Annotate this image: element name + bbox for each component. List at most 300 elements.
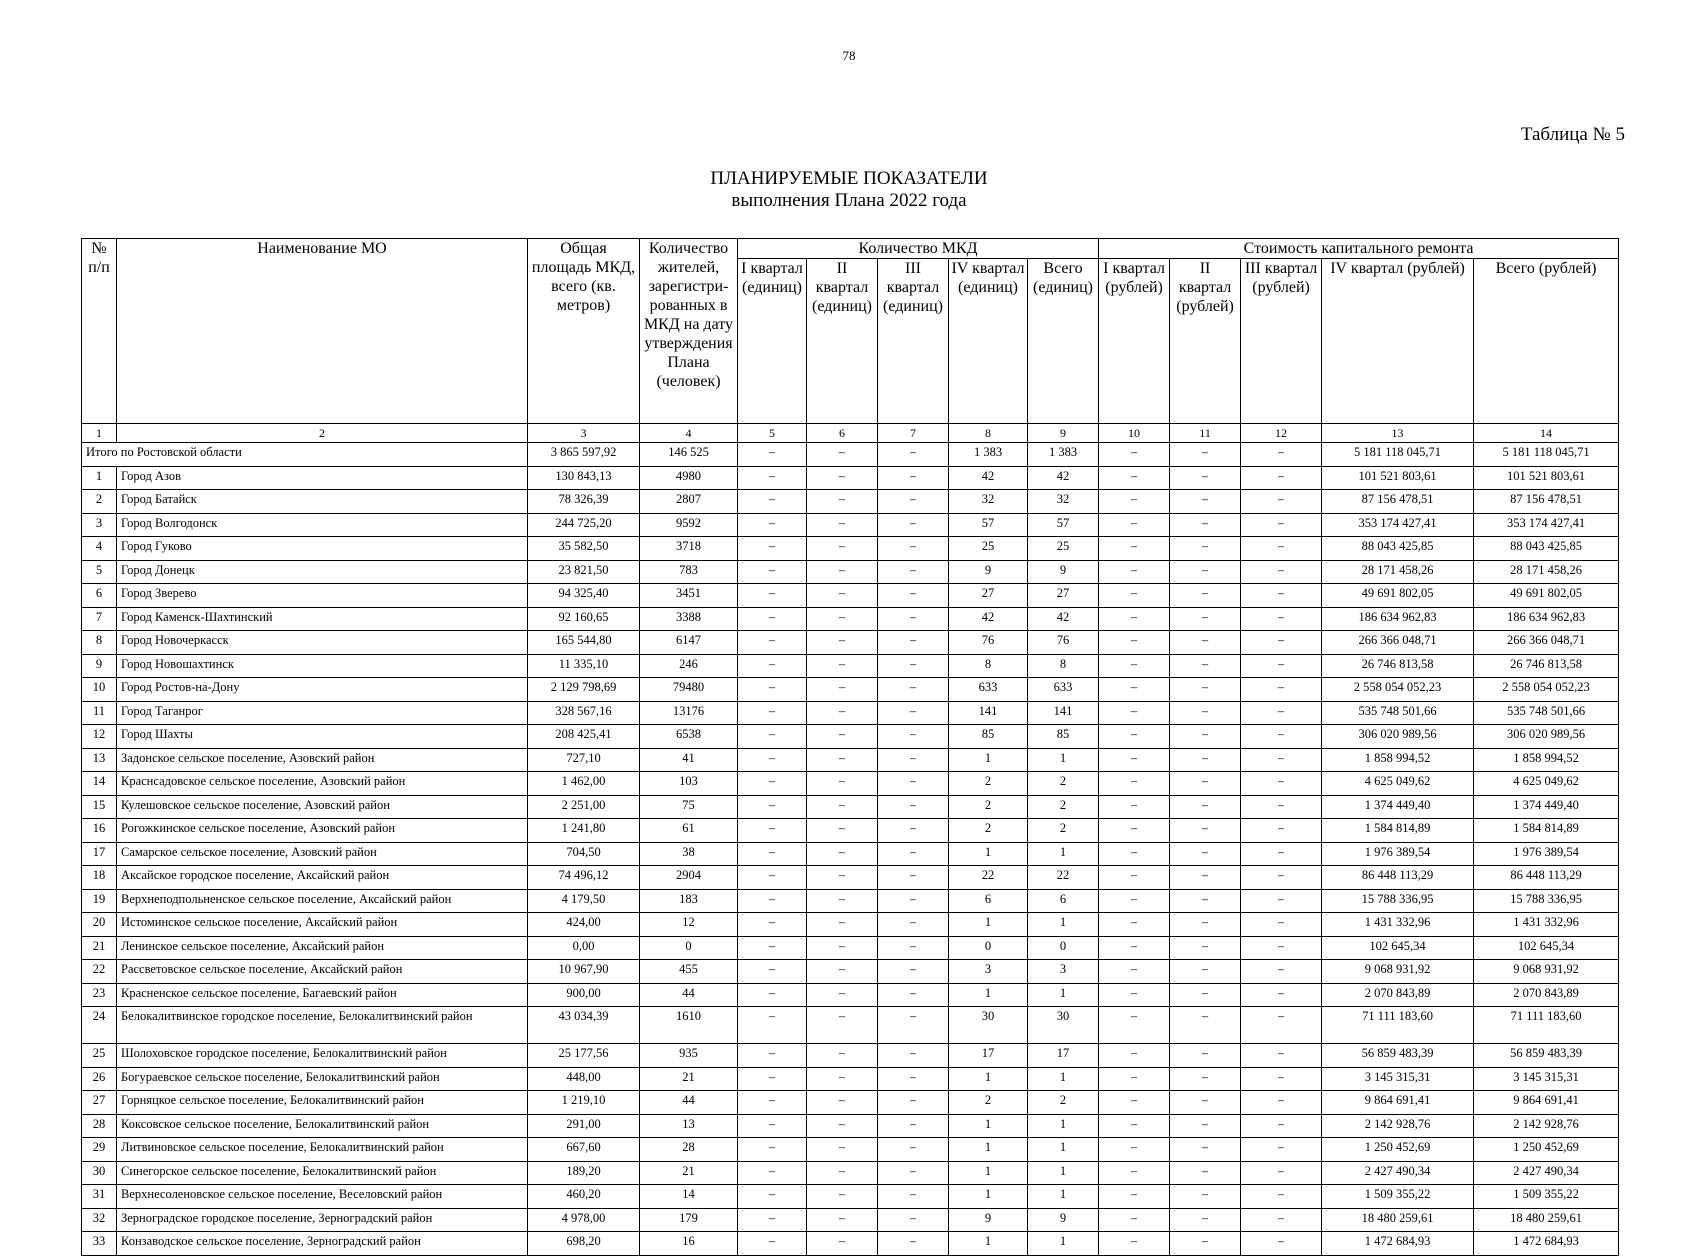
residents-count: 41	[640, 748, 738, 772]
cost-q2: –	[1170, 983, 1241, 1007]
residents-count: 103	[640, 772, 738, 796]
mkd-q3: –	[878, 1138, 949, 1162]
cost-q2: –	[1170, 748, 1241, 772]
municipality-name: Город Каменск-Шахтинский	[117, 607, 528, 631]
mkd-q1: –	[738, 584, 807, 608]
cost-q1: –	[1099, 701, 1170, 725]
mkd-q3: –	[878, 983, 949, 1007]
cost-q2: –	[1170, 960, 1241, 984]
mkd-q4: 85	[949, 725, 1028, 749]
mkd-q2: –	[807, 537, 878, 561]
row-number: 2	[82, 490, 117, 514]
mkd-q1: –	[738, 866, 807, 890]
mkd-q1: –	[738, 1232, 807, 1256]
header-mkd-q4: IV квартал (единиц)	[949, 259, 1028, 424]
cost-total: 306 020 989,56	[1474, 725, 1619, 749]
mkd-q2: –	[807, 513, 878, 537]
table-row	[82, 1161, 1619, 1185]
cost-q4: 266 366 048,71	[1322, 631, 1474, 655]
mkd-q4: 141	[949, 701, 1028, 725]
header-num: № п/п	[82, 239, 117, 424]
mkd-q2: –	[807, 607, 878, 631]
cost-q4: 88 043 425,85	[1322, 537, 1474, 561]
table-row	[82, 960, 1619, 984]
cost-q2: –	[1170, 513, 1241, 537]
total-area: 424,00	[528, 913, 640, 937]
mkd-q1: –	[738, 466, 807, 490]
municipality-name: Город Донецк	[117, 560, 528, 584]
column-number-row	[82, 424, 1619, 443]
mkd-q4: 32	[949, 490, 1028, 514]
row-number: 13	[82, 748, 117, 772]
row-number: 16	[82, 819, 117, 843]
total-area: 25 177,56	[528, 1044, 640, 1068]
mkd-total: 6	[1028, 889, 1099, 913]
cost-q4: 306 020 989,56	[1322, 725, 1474, 749]
municipality-name: Город Гуково	[117, 537, 528, 561]
cost-total: 49 691 802,05	[1474, 584, 1619, 608]
residents-count: 3718	[640, 537, 738, 561]
total-mkd-q2: –	[807, 443, 878, 467]
row-number: 18	[82, 866, 117, 890]
column-number: 10	[1099, 424, 1170, 443]
column-number: 6	[807, 424, 878, 443]
mkd-q2: –	[807, 631, 878, 655]
cost-total: 1 976 389,54	[1474, 842, 1619, 866]
cost-q2: –	[1170, 631, 1241, 655]
cost-q3: –	[1241, 584, 1322, 608]
municipality-name: Белокалитвинское городское поселение, Белокалитвинский район	[117, 1007, 528, 1044]
mkd-total: 633	[1028, 678, 1099, 702]
mkd-q3: –	[878, 889, 949, 913]
mkd-q4: 9	[949, 1208, 1028, 1232]
row-number: 12	[82, 725, 117, 749]
mkd-q1: –	[738, 913, 807, 937]
mkd-total: 2	[1028, 819, 1099, 843]
mkd-q2: –	[807, 936, 878, 960]
total-area: 23 821,50	[528, 560, 640, 584]
cost-q1: –	[1099, 725, 1170, 749]
mkd-q4: 2	[949, 1091, 1028, 1115]
cost-total: 3 145 315,31	[1474, 1067, 1619, 1091]
total-area: 43 034,39	[528, 1007, 640, 1044]
indicators-table	[81, 238, 1619, 1256]
mkd-q3: –	[878, 631, 949, 655]
cost-total: 101 521 803,61	[1474, 466, 1619, 490]
row-number: 31	[82, 1185, 117, 1209]
total-cost-total: 5 181 118 045,71	[1474, 443, 1619, 467]
total-area: 328 567,16	[528, 701, 640, 725]
residents-count: 44	[640, 983, 738, 1007]
header-name: Наименование МО	[117, 239, 528, 424]
cost-q4: 4 625 049,62	[1322, 772, 1474, 796]
total-area: 130 843,13	[528, 466, 640, 490]
cost-q1: –	[1099, 678, 1170, 702]
mkd-q3: –	[878, 1232, 949, 1256]
mkd-q3: –	[878, 607, 949, 631]
mkd-q3: –	[878, 1185, 949, 1209]
cost-q2: –	[1170, 913, 1241, 937]
cost-q4: 102 645,34	[1322, 936, 1474, 960]
cost-q1: –	[1099, 1161, 1170, 1185]
mkd-total: 2	[1028, 795, 1099, 819]
mkd-q4: 1	[949, 1138, 1028, 1162]
cost-total: 9 068 931,92	[1474, 960, 1619, 984]
mkd-total: 1	[1028, 748, 1099, 772]
table-row	[82, 842, 1619, 866]
mkd-q4: 17	[949, 1044, 1028, 1068]
row-number: 4	[82, 537, 117, 561]
residents-count: 21	[640, 1067, 738, 1091]
row-number: 17	[82, 842, 117, 866]
mkd-q1: –	[738, 889, 807, 913]
mkd-q4: 42	[949, 466, 1028, 490]
mkd-q2: –	[807, 1067, 878, 1091]
table-row	[82, 490, 1619, 514]
row-number: 20	[82, 913, 117, 937]
residents-count: 13	[640, 1114, 738, 1138]
cost-total: 4 625 049,62	[1474, 772, 1619, 796]
total-area: 4 978,00	[528, 1208, 640, 1232]
cost-total: 86 448 113,29	[1474, 866, 1619, 890]
cost-q1: –	[1099, 772, 1170, 796]
cost-q2: –	[1170, 936, 1241, 960]
mkd-q4: 6	[949, 889, 1028, 913]
cost-q3: –	[1241, 725, 1322, 749]
header-cost-group: Стоимость капитального ремонта	[1099, 239, 1619, 259]
mkd-q4: 2	[949, 819, 1028, 843]
cost-q4: 1 509 355,22	[1322, 1185, 1474, 1209]
row-number: 24	[82, 1007, 117, 1044]
cost-q3: –	[1241, 466, 1322, 490]
residents-count: 21	[640, 1161, 738, 1185]
header-mkd-group: Количество МКД	[738, 239, 1099, 259]
residents-count: 38	[640, 842, 738, 866]
cost-total: 2 558 054 052,23	[1474, 678, 1619, 702]
header-row-1	[82, 239, 1619, 259]
row-number: 19	[82, 889, 117, 913]
header-cost-q2: II квартал (рублей)	[1170, 259, 1241, 424]
residents-count: 2807	[640, 490, 738, 514]
cost-q2: –	[1170, 772, 1241, 796]
row-number: 3	[82, 513, 117, 537]
mkd-total: 0	[1028, 936, 1099, 960]
mkd-q4: 1	[949, 1114, 1028, 1138]
cost-q2: –	[1170, 725, 1241, 749]
cost-total: 1 250 452,69	[1474, 1138, 1619, 1162]
cost-q1: –	[1099, 1007, 1170, 1044]
total-area: 244 725,20	[528, 513, 640, 537]
municipality-name: Город Азов	[117, 466, 528, 490]
cost-q2: –	[1170, 584, 1241, 608]
mkd-q2: –	[807, 960, 878, 984]
mkd-q2: –	[807, 584, 878, 608]
cost-total: 2 070 843,89	[1474, 983, 1619, 1007]
table-row	[82, 819, 1619, 843]
mkd-q3: –	[878, 819, 949, 843]
total-area: 94 325,40	[528, 584, 640, 608]
cost-q2: –	[1170, 1044, 1241, 1068]
total-area: 4 179,50	[528, 889, 640, 913]
mkd-total: 27	[1028, 584, 1099, 608]
mkd-q3: –	[878, 936, 949, 960]
header-cost-q3: III квартал (рублей)	[1241, 259, 1322, 424]
cost-total: 1 374 449,40	[1474, 795, 1619, 819]
table-row	[82, 1091, 1619, 1115]
cost-total: 2 142 928,76	[1474, 1114, 1619, 1138]
cost-q1: –	[1099, 490, 1170, 514]
mkd-total: 2	[1028, 772, 1099, 796]
cost-q1: –	[1099, 795, 1170, 819]
mkd-q2: –	[807, 654, 878, 678]
mkd-q4: 42	[949, 607, 1028, 631]
row-number: 6	[82, 584, 117, 608]
row-number: 1	[82, 466, 117, 490]
mkd-q2: –	[807, 678, 878, 702]
table-body	[82, 443, 1619, 1256]
cost-q3: –	[1241, 513, 1322, 537]
cost-q1: –	[1099, 1044, 1170, 1068]
row-number: 5	[82, 560, 117, 584]
cost-total: 71 111 183,60	[1474, 1007, 1619, 1044]
cost-q2: –	[1170, 1007, 1241, 1044]
mkd-q2: –	[807, 1232, 878, 1256]
mkd-q3: –	[878, 725, 949, 749]
mkd-q1: –	[738, 819, 807, 843]
mkd-q2: –	[807, 1138, 878, 1162]
row-number: 10	[82, 678, 117, 702]
mkd-total: 1	[1028, 1114, 1099, 1138]
table-row	[82, 936, 1619, 960]
total-area: 10 967,90	[528, 960, 640, 984]
mkd-q1: –	[738, 1208, 807, 1232]
table-row	[82, 1208, 1619, 1232]
column-number: 4	[640, 424, 738, 443]
cost-total: 1 472 684,93	[1474, 1232, 1619, 1256]
header-residents: Количество жителей, зарегистри-рованных в МКД на дату утверждения Плана (человек)	[640, 239, 738, 424]
total-area: 1 219,10	[528, 1091, 640, 1115]
mkd-q2: –	[807, 490, 878, 514]
mkd-q4: 1	[949, 1161, 1028, 1185]
municipality-name: Город Зверево	[117, 584, 528, 608]
cost-q3: –	[1241, 1208, 1322, 1232]
mkd-q2: –	[807, 466, 878, 490]
cost-q4: 1 584 814,89	[1322, 819, 1474, 843]
mkd-total: 42	[1028, 607, 1099, 631]
cost-q1: –	[1099, 560, 1170, 584]
table-row	[82, 1138, 1619, 1162]
residents-count: 12	[640, 913, 738, 937]
column-number: 11	[1170, 424, 1241, 443]
mkd-q2: –	[807, 795, 878, 819]
cost-q2: –	[1170, 537, 1241, 561]
cost-q4: 3 145 315,31	[1322, 1067, 1474, 1091]
mkd-q4: 3	[949, 960, 1028, 984]
residents-count: 4980	[640, 466, 738, 490]
municipality-name: Город Новочеркасск	[117, 631, 528, 655]
row-number: 23	[82, 983, 117, 1007]
mkd-q2: –	[807, 819, 878, 843]
row-number: 21	[82, 936, 117, 960]
header-mkd-q1: I квартал (единиц)	[738, 259, 807, 424]
table-row	[82, 1007, 1619, 1044]
residents-count: 3451	[640, 584, 738, 608]
mkd-q1: –	[738, 607, 807, 631]
mkd-q4: 1	[949, 1232, 1028, 1256]
mkd-q2: –	[807, 1044, 878, 1068]
total-cost-q3: –	[1241, 443, 1322, 467]
mkd-total: 42	[1028, 466, 1099, 490]
cost-q1: –	[1099, 936, 1170, 960]
municipality-name: Город Шахты	[117, 725, 528, 749]
cost-total: 1 584 814,89	[1474, 819, 1619, 843]
row-number: 28	[82, 1114, 117, 1138]
municipality-name: Город Волгодонск	[117, 513, 528, 537]
table-row	[82, 1185, 1619, 1209]
mkd-q3: –	[878, 513, 949, 537]
mkd-q1: –	[738, 936, 807, 960]
header-cost-q4: IV квартал (рублей)	[1322, 259, 1474, 424]
mkd-total: 9	[1028, 1208, 1099, 1232]
mkd-q3: –	[878, 1044, 949, 1068]
total-area: 704,50	[528, 842, 640, 866]
cost-q3: –	[1241, 960, 1322, 984]
table-row	[82, 1067, 1619, 1091]
total-area: 291,00	[528, 1114, 640, 1138]
cost-total: 28 171 458,26	[1474, 560, 1619, 584]
mkd-q4: 27	[949, 584, 1028, 608]
mkd-q1: –	[738, 1161, 807, 1185]
row-number: 15	[82, 795, 117, 819]
header-cost-total: Всего (рублей)	[1474, 259, 1619, 424]
mkd-q4: 0	[949, 936, 1028, 960]
column-number: 3	[528, 424, 640, 443]
total-label: Итого по Ростовской области	[82, 443, 528, 467]
mkd-total: 25	[1028, 537, 1099, 561]
table-row	[82, 654, 1619, 678]
row-number: 27	[82, 1091, 117, 1115]
mkd-q1: –	[738, 960, 807, 984]
mkd-total: 141	[1028, 701, 1099, 725]
header-cost-q1: I квартал (рублей)	[1099, 259, 1170, 424]
mkd-q1: –	[738, 560, 807, 584]
mkd-q1: –	[738, 725, 807, 749]
total-area: 900,00	[528, 983, 640, 1007]
total-area: 78 326,39	[528, 490, 640, 514]
total-mkd-q3: –	[878, 443, 949, 467]
mkd-total: 17	[1028, 1044, 1099, 1068]
mkd-q4: 1	[949, 1185, 1028, 1209]
municipality-name: Верхнеподпольненское сельское поселение, Аксайский район	[117, 889, 528, 913]
residents-count: 783	[640, 560, 738, 584]
cost-total: 2 427 490,34	[1474, 1161, 1619, 1185]
cost-total: 87 156 478,51	[1474, 490, 1619, 514]
column-number: 14	[1474, 424, 1619, 443]
mkd-q3: –	[878, 960, 949, 984]
cost-q1: –	[1099, 537, 1170, 561]
row-number: 29	[82, 1138, 117, 1162]
cost-q4: 15 788 336,95	[1322, 889, 1474, 913]
mkd-q4: 2	[949, 772, 1028, 796]
mkd-total: 1	[1028, 1138, 1099, 1162]
table-row	[82, 889, 1619, 913]
column-number: 2	[117, 424, 528, 443]
total-area: 1 462,00	[528, 772, 640, 796]
mkd-q2: –	[807, 748, 878, 772]
mkd-total: 1	[1028, 1067, 1099, 1091]
municipality-name: Шолоховское городское поселение, Белокалитвинский район	[117, 1044, 528, 1068]
row-number: 11	[82, 701, 117, 725]
header-mkd-q3: III квартал (единиц)	[878, 259, 949, 424]
cost-q3: –	[1241, 819, 1322, 843]
residents-count: 455	[640, 960, 738, 984]
cost-total: 15 788 336,95	[1474, 889, 1619, 913]
mkd-q4: 8	[949, 654, 1028, 678]
cost-q3: –	[1241, 1044, 1322, 1068]
table-caption: Таблица № 5	[1520, 124, 1625, 145]
residents-count: 13176	[640, 701, 738, 725]
cost-q1: –	[1099, 1067, 1170, 1091]
cost-q1: –	[1099, 913, 1170, 937]
municipality-name: Город Таганрог	[117, 701, 528, 725]
cost-q4: 353 174 427,41	[1322, 513, 1474, 537]
mkd-q3: –	[878, 1091, 949, 1115]
cost-q2: –	[1170, 1138, 1241, 1162]
cost-total: 535 748 501,66	[1474, 701, 1619, 725]
mkd-q4: 1	[949, 913, 1028, 937]
mkd-q2: –	[807, 701, 878, 725]
mkd-q1: –	[738, 772, 807, 796]
mkd-q3: –	[878, 1161, 949, 1185]
mkd-q3: –	[878, 1114, 949, 1138]
table-row	[82, 513, 1619, 537]
municipality-name: Литвиновское сельское поселение, Белокалитвинский район	[117, 1138, 528, 1162]
cost-q1: –	[1099, 960, 1170, 984]
cost-q3: –	[1241, 1232, 1322, 1256]
mkd-q2: –	[807, 1161, 878, 1185]
residents-count: 44	[640, 1091, 738, 1115]
total-row	[82, 443, 1619, 467]
total-area: 2 251,00	[528, 795, 640, 819]
residents-count: 2904	[640, 866, 738, 890]
mkd-q1: –	[738, 513, 807, 537]
mkd-total: 9	[1028, 560, 1099, 584]
mkd-q3: –	[878, 866, 949, 890]
cost-q3: –	[1241, 795, 1322, 819]
cost-q2: –	[1170, 466, 1241, 490]
cost-q3: –	[1241, 701, 1322, 725]
total-mkd-q4: 1 383	[949, 443, 1028, 467]
cost-q1: –	[1099, 842, 1170, 866]
table-row	[82, 560, 1619, 584]
mkd-total: 32	[1028, 490, 1099, 514]
cost-q4: 87 156 478,51	[1322, 490, 1474, 514]
total-area: 2 129 798,69	[528, 678, 640, 702]
mkd-q1: –	[738, 1114, 807, 1138]
residents-count: 9592	[640, 513, 738, 537]
mkd-q1: –	[738, 678, 807, 702]
cost-q1: –	[1099, 748, 1170, 772]
header-area: Общая площадь МКД, всего (кв. метров)	[528, 239, 640, 424]
cost-q1: –	[1099, 983, 1170, 1007]
cost-total: 266 366 048,71	[1474, 631, 1619, 655]
cost-q4: 86 448 113,29	[1322, 866, 1474, 890]
mkd-q3: –	[878, 584, 949, 608]
total-area: 3 865 597,92	[528, 443, 640, 467]
mkd-q2: –	[807, 866, 878, 890]
mkd-q4: 76	[949, 631, 1028, 655]
mkd-total: 3	[1028, 960, 1099, 984]
